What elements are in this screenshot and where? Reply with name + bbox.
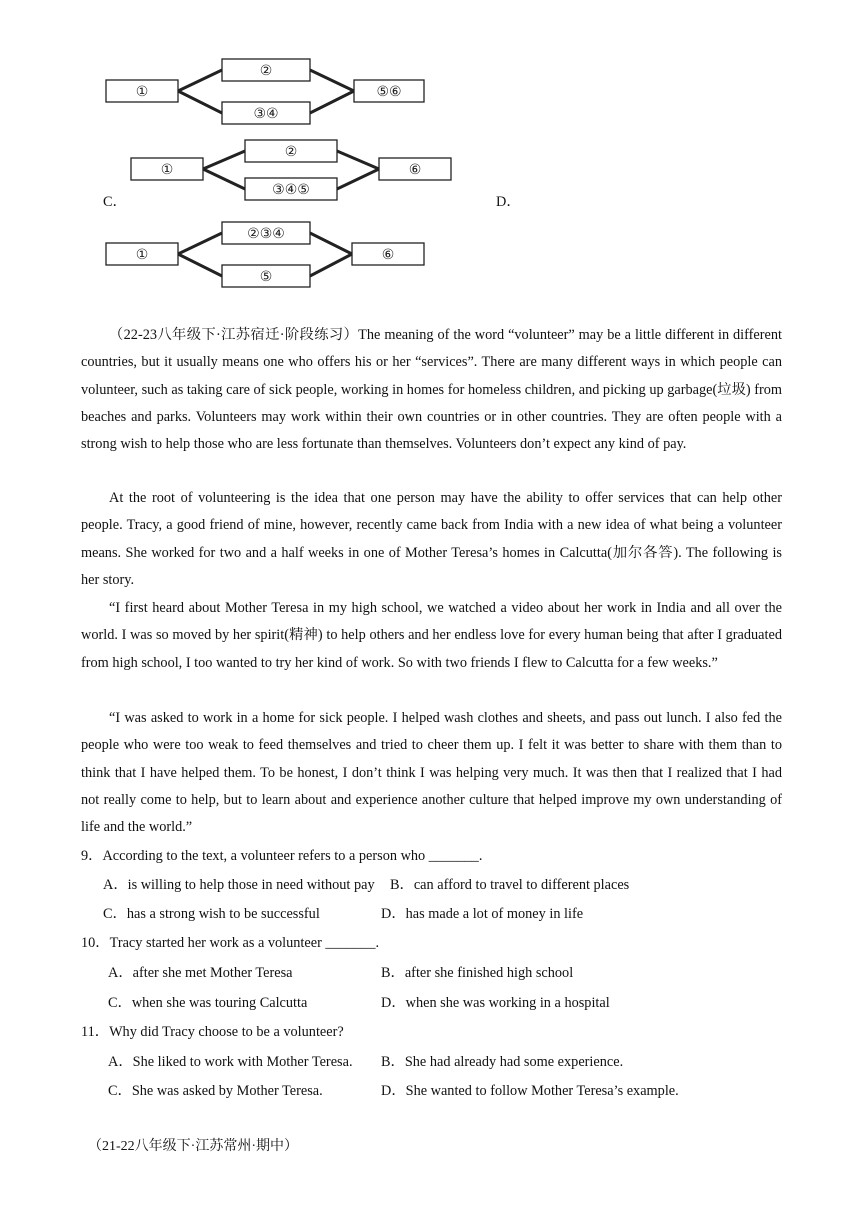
flow-diagram-d <box>100 218 430 292</box>
flow-diagram-c <box>125 136 455 204</box>
question-9-option-d[interactable]: D．has made a lot of money in life <box>381 906 584 922</box>
question-10-option-b[interactable]: B．after she finished high school <box>381 965 574 981</box>
diagram-label-right: ⑥ <box>408 162 422 178</box>
question-10-option-c[interactable]: C．when she was touring Calcutta <box>108 995 308 1011</box>
option-label-c: C． <box>103 194 127 210</box>
diagram-label-right: ⑤⑥ <box>376 84 402 100</box>
diagram-label-right: ⑥ <box>381 247 395 263</box>
passage-paragraph-1 <box>81 322 782 458</box>
question-11-option-c[interactable]: C．She was asked by Mother Teresa. <box>108 1083 323 1099</box>
flow-diagram-top <box>100 52 430 128</box>
passage-paragraph-2: At the root of volunteering is the idea that one person may have the ability to offer services that can help other people. Tracy, a good friend of mine, however, recently came back from India with a new idea of what being a volunteer means. She worked for two and a half weeks in one of Mother Teresa’s homes in Calcutta(加尔各答). The following is her story. <box>81 490 782 588</box>
passage-paragraph-1-text: The meaning of the word “volunteer” may be a little different in different countries, but it usually means one who offers his or her “services”. There are many different ways in which people can volunteer, such as taking care of sick people, working in homes for homeless children, and picking up garbage(垃圾) from beaches and parks. Volunteers may work within their own countries or in other countries. They are often people with a strong wish to help those who are less fortunate than themselves. Volunteers don’t expect any kind of pay. <box>81 327 782 453</box>
question-9-option-a[interactable]: A．is willing to help those in need without pay <box>103 877 375 893</box>
passage-paragraph-4: “I was asked to work in a home for sick people. I helped wash clothes and sheets, and pass out lunch. I also fed the people who were too weak to feed themselves and tried to cheer them up. I felt it was better to share with them than to think that I have helped them. To be honest, I don’t think I was helping very much. It was then that I realized that I had not really come to help, but to learn about and experience another culture that helped improve my own understanding of life and the world.” <box>81 710 782 836</box>
passage-source: （22-23八年级下·江苏宿迁·阶段练习） <box>109 327 359 343</box>
question-9-stem: 9．According to the text, a volunteer refers to a person who _______. <box>81 848 483 864</box>
question-11-option-d[interactable]: D．She wanted to follow Mother Teresa’s example. <box>381 1083 679 1099</box>
diagram-label-left: ① <box>135 247 149 263</box>
question-10-option-d[interactable]: D．when she was working in a hospital <box>381 995 610 1011</box>
diagram-label-upper: ② <box>284 144 298 160</box>
diagram-label-lower: ③④ <box>253 106 279 122</box>
diagram-label-upper: ②③④ <box>247 226 285 242</box>
option-label-d: D． <box>496 194 521 210</box>
question-11-stem: 11．Why did Tracy choose to be a volunteer? <box>81 1024 344 1040</box>
diagram-label-lower: ③④⑤ <box>272 182 310 198</box>
question-11-option-b[interactable]: B．She had already had some experience. <box>381 1054 624 1070</box>
diagram-label-left: ① <box>160 162 174 178</box>
diagram-label-left: ① <box>135 84 149 100</box>
question-10-stem: 10．Tracy started her work as a volunteer _______. <box>81 935 380 951</box>
passage-paragraph-3: “I first heard about Mother Teresa in my high school, we watched a video about her work in India and all over the world. I was so moved by her spirit(精神) to help others and her endless love for every human being that after I graduated from high school, I too wanted to try her kind of work. So with two friends I flew to Calcutta for a few weeks.” <box>81 600 782 671</box>
question-9-option-b[interactable]: B．can afford to travel to different places <box>390 877 630 893</box>
question-10-option-a[interactable]: A．after she met Mother Teresa <box>108 965 293 981</box>
question-9-option-c[interactable]: C．has a strong wish to be successful <box>103 906 320 922</box>
diagram-label-upper: ② <box>259 63 273 79</box>
question-11-option-a[interactable]: A．She liked to work with Mother Teresa. <box>108 1054 353 1070</box>
next-passage-source: （21-22八年级下·江苏常州·期中） <box>88 1139 298 1154</box>
diagram-label-lower: ⑤ <box>259 269 273 285</box>
